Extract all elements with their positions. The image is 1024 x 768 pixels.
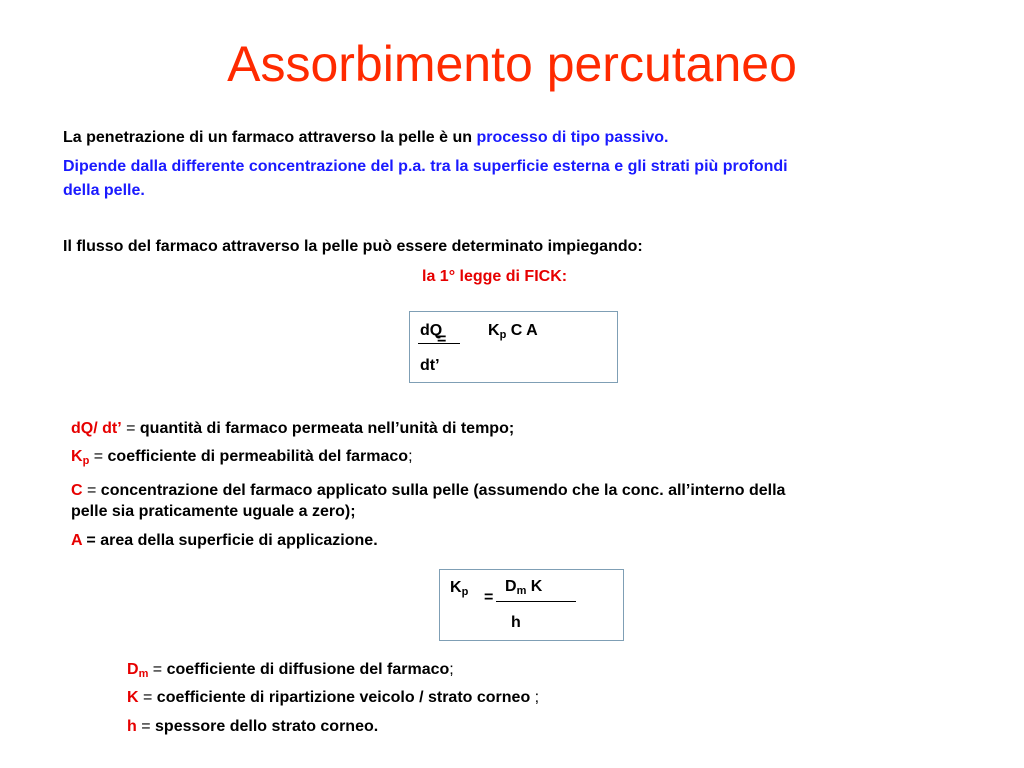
- def-eq: =: [148, 661, 167, 678]
- formula1-numerator: dQ: [420, 322, 443, 339]
- def-text: spessore dello strato corneo.: [155, 718, 379, 735]
- formula1-equals: =: [437, 331, 447, 348]
- formula1-k: K: [488, 322, 500, 339]
- def-symbol: dQ/ dt’: [71, 420, 122, 437]
- intro-highlight: processo di tipo passivo.: [476, 129, 669, 146]
- def-eq: =: [82, 482, 101, 499]
- formula1-denominator: dt’: [420, 357, 440, 374]
- formula2-k-sub: p: [461, 586, 469, 598]
- def-text: quantità di farmaco permeata nell’unità di tempo;: [139, 420, 515, 437]
- def-symbol: [71, 448, 89, 465]
- def-dm: [127, 660, 454, 680]
- formula1-rhs: [488, 321, 538, 341]
- def-symbol-sub: p: [82, 455, 90, 467]
- intro-text: La penetrazione di un farmaco attraverso la pelle è un: [63, 129, 477, 146]
- def-eq: =: [81, 532, 101, 549]
- intro-line-2-cont: della pelle.: [63, 182, 145, 199]
- formula1-k-sub: p: [499, 329, 507, 341]
- def-symbol: K: [127, 689, 139, 706]
- formula2-num-d-sub: m: [516, 585, 527, 597]
- def-text: coefficiente di permeabilità del farmaco: [107, 448, 409, 465]
- slide-title: Assorbimento percutaneo: [227, 36, 797, 92]
- def-h: [127, 717, 378, 737]
- formula2-lhs: [450, 578, 468, 598]
- formula2-numerator: [505, 577, 542, 597]
- def-symbol-main: K: [71, 448, 83, 465]
- def-text: concentrazione del farmaco applicato sulla pelle (assumendo che la conc. all’interno della: [100, 482, 786, 499]
- formula2-num-d: D: [505, 578, 517, 595]
- formula2-k: K: [450, 579, 462, 596]
- def-symbol: h: [127, 718, 137, 735]
- formula2-denominator: h: [511, 614, 521, 631]
- formula2-fraction-line: [496, 601, 576, 602]
- def-symbol: A: [71, 532, 82, 549]
- def-tail: ;: [408, 448, 413, 465]
- def-symbol-sub: m: [138, 668, 149, 680]
- intro-line-1: [63, 128, 669, 148]
- formula2-equals: =: [484, 589, 494, 606]
- def-symbol-main: D: [127, 661, 139, 678]
- formula-box-fick: [409, 311, 618, 383]
- formula-box-kp: [439, 569, 624, 641]
- def-symbol: C: [71, 482, 83, 499]
- def-tail: ;: [449, 661, 454, 678]
- def-k: [127, 688, 539, 708]
- def-text: area della superficie di applicazione.: [100, 532, 378, 549]
- def-eq: =: [138, 689, 157, 706]
- def-kp: [71, 447, 413, 467]
- def-tail: ;: [530, 689, 540, 706]
- def-a: [71, 531, 378, 551]
- def-symbol: [127, 661, 148, 678]
- flux-text: Il flusso del farmaco attraverso la pelle può essere determinato impiegando:: [63, 238, 643, 255]
- def-eq: =: [136, 718, 156, 735]
- fick-law-label: la 1° legge di FICK:: [422, 268, 568, 285]
- formula2-num-k: K: [526, 578, 543, 595]
- def-dq-dt: [71, 419, 514, 439]
- def-text: coefficiente di ripartizione veicolo / strato corneo: [156, 689, 531, 706]
- intro-line-2: Dipende dalla differente concentrazione del p.a. tra la superficie esterna e gli strati più profondi: [63, 158, 788, 175]
- def-c: [71, 481, 785, 501]
- def-c-cont: pelle sia praticamente uguale a zero);: [71, 503, 356, 520]
- formula1-rhs-text: C A: [506, 322, 538, 339]
- def-eq: =: [89, 448, 108, 465]
- def-text: coefficiente di diffusione del farmaco: [166, 661, 450, 678]
- def-eq: =: [121, 420, 140, 437]
